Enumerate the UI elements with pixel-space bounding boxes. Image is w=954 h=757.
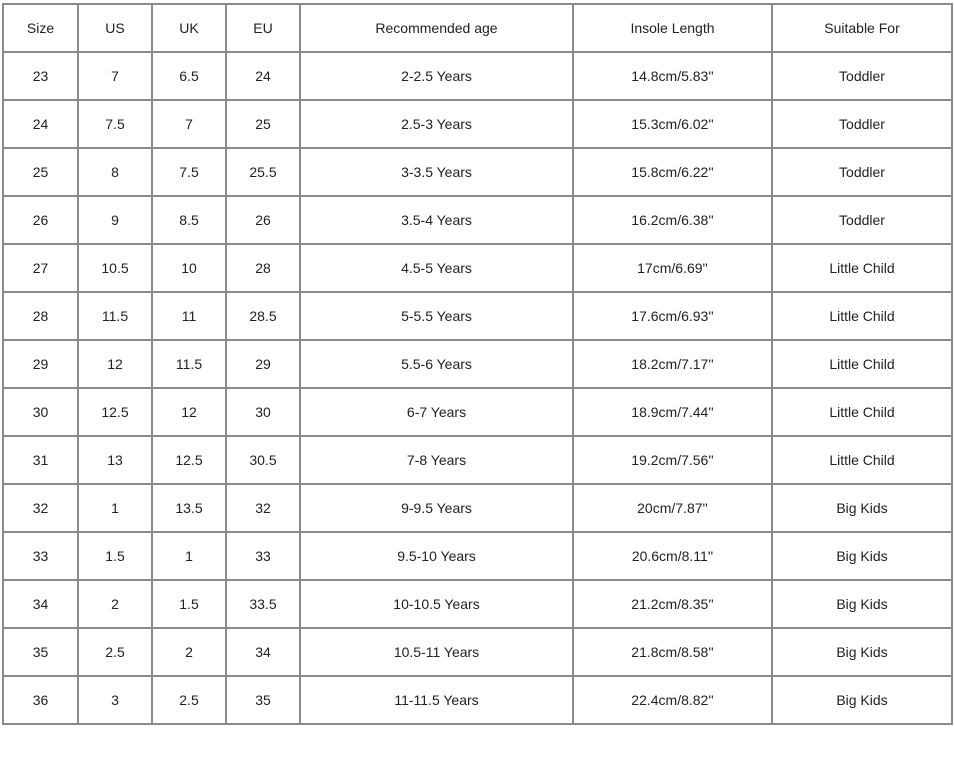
cell-insole-length: 20.6cm/8.11'' [573, 532, 772, 580]
table-row [3, 196, 952, 244]
size-chart-table [2, 3, 953, 725]
cell-uk: 2 [152, 628, 226, 676]
cell-us: 12.5 [78, 388, 152, 436]
cell-insole-length: 15.3cm/6.02'' [573, 100, 772, 148]
cell-eu: 33.5 [226, 580, 300, 628]
table-row [3, 580, 952, 628]
header-row [3, 4, 952, 52]
cell-suitable-for: Little Child [772, 436, 952, 484]
header-size: Size [3, 4, 78, 52]
cell-insole-length: 19.2cm/7.56'' [573, 436, 772, 484]
cell-size: 34 [3, 580, 78, 628]
table-row [3, 292, 952, 340]
table-row [3, 340, 952, 388]
cell-size: 30 [3, 388, 78, 436]
cell-recommended-age: 10-10.5 Years [300, 580, 573, 628]
header-insole-length: Insole Length [573, 4, 772, 52]
cell-us: 11.5 [78, 292, 152, 340]
cell-uk: 1 [152, 532, 226, 580]
cell-recommended-age: 3.5-4 Years [300, 196, 573, 244]
cell-insole-length: 16.2cm/6.38'' [573, 196, 772, 244]
cell-us: 12 [78, 340, 152, 388]
cell-recommended-age: 7-8 Years [300, 436, 573, 484]
cell-recommended-age: 3-3.5 Years [300, 148, 573, 196]
cell-size: 27 [3, 244, 78, 292]
cell-uk: 6.5 [152, 52, 226, 100]
cell-uk: 12 [152, 388, 226, 436]
cell-eu: 28.5 [226, 292, 300, 340]
cell-uk: 10 [152, 244, 226, 292]
cell-suitable-for: Big Kids [772, 484, 952, 532]
table-row [3, 676, 952, 724]
cell-size: 23 [3, 52, 78, 100]
header-suitable-for: Suitable For [772, 4, 952, 52]
cell-eu: 24 [226, 52, 300, 100]
cell-insole-length: 20cm/7.87'' [573, 484, 772, 532]
cell-uk: 2.5 [152, 676, 226, 724]
table-row [3, 388, 952, 436]
cell-recommended-age: 6-7 Years [300, 388, 573, 436]
cell-insole-length: 14.8cm/5.83'' [573, 52, 772, 100]
cell-recommended-age: 4.5-5 Years [300, 244, 573, 292]
cell-recommended-age: 9.5-10 Years [300, 532, 573, 580]
cell-uk: 7 [152, 100, 226, 148]
cell-suitable-for: Toddler [772, 52, 952, 100]
cell-us: 13 [78, 436, 152, 484]
cell-eu: 25.5 [226, 148, 300, 196]
cell-insole-length: 15.8cm/6.22'' [573, 148, 772, 196]
cell-insole-length: 17cm/6.69'' [573, 244, 772, 292]
cell-uk: 11 [152, 292, 226, 340]
cell-recommended-age: 2.5-3 Years [300, 100, 573, 148]
cell-eu: 30.5 [226, 436, 300, 484]
cell-size: 32 [3, 484, 78, 532]
header-uk: UK [152, 4, 226, 52]
cell-suitable-for: Little Child [772, 244, 952, 292]
cell-insole-length: 18.2cm/7.17'' [573, 340, 772, 388]
cell-size: 29 [3, 340, 78, 388]
cell-uk: 1.5 [152, 580, 226, 628]
cell-us: 9 [78, 196, 152, 244]
table-row [3, 484, 952, 532]
cell-insole-length: 17.6cm/6.93'' [573, 292, 772, 340]
cell-uk: 11.5 [152, 340, 226, 388]
cell-size: 25 [3, 148, 78, 196]
header-recommended-age: Recommended age [300, 4, 573, 52]
cell-size: 35 [3, 628, 78, 676]
cell-suitable-for: Little Child [772, 340, 952, 388]
cell-us: 2 [78, 580, 152, 628]
cell-eu: 33 [226, 532, 300, 580]
cell-suitable-for: Toddler [772, 196, 952, 244]
cell-uk: 8.5 [152, 196, 226, 244]
cell-insole-length: 18.9cm/7.44'' [573, 388, 772, 436]
cell-recommended-age: 10.5-11 Years [300, 628, 573, 676]
cell-uk: 13.5 [152, 484, 226, 532]
header-us: US [78, 4, 152, 52]
cell-suitable-for: Toddler [772, 148, 952, 196]
cell-recommended-age: 5-5.5 Years [300, 292, 573, 340]
header-eu: EU [226, 4, 300, 52]
cell-suitable-for: Little Child [772, 292, 952, 340]
cell-us: 3 [78, 676, 152, 724]
cell-us: 1 [78, 484, 152, 532]
cell-suitable-for: Big Kids [772, 676, 952, 724]
cell-uk: 7.5 [152, 148, 226, 196]
cell-eu: 29 [226, 340, 300, 388]
cell-us: 7 [78, 52, 152, 100]
size-chart-container [2, 3, 953, 725]
cell-size: 24 [3, 100, 78, 148]
cell-size: 33 [3, 532, 78, 580]
cell-eu: 32 [226, 484, 300, 532]
cell-recommended-age: 11-11.5 Years [300, 676, 573, 724]
cell-recommended-age: 5.5-6 Years [300, 340, 573, 388]
table-row [3, 532, 952, 580]
cell-size: 26 [3, 196, 78, 244]
table-row [3, 52, 952, 100]
cell-suitable-for: Toddler [772, 100, 952, 148]
cell-eu: 26 [226, 196, 300, 244]
cell-eu: 28 [226, 244, 300, 292]
cell-insole-length: 21.8cm/8.58'' [573, 628, 772, 676]
table-row [3, 244, 952, 292]
cell-uk: 12.5 [152, 436, 226, 484]
cell-recommended-age: 9-9.5 Years [300, 484, 573, 532]
cell-us: 2.5 [78, 628, 152, 676]
cell-us: 7.5 [78, 100, 152, 148]
table-row [3, 148, 952, 196]
cell-insole-length: 21.2cm/8.35'' [573, 580, 772, 628]
cell-size: 31 [3, 436, 78, 484]
cell-us: 1.5 [78, 532, 152, 580]
cell-eu: 30 [226, 388, 300, 436]
cell-suitable-for: Big Kids [772, 532, 952, 580]
table-row [3, 436, 952, 484]
cell-eu: 25 [226, 100, 300, 148]
cell-size: 28 [3, 292, 78, 340]
cell-recommended-age: 2-2.5 Years [300, 52, 573, 100]
cell-suitable-for: Big Kids [772, 580, 952, 628]
cell-suitable-for: Big Kids [772, 628, 952, 676]
cell-insole-length: 22.4cm/8.82'' [573, 676, 772, 724]
cell-eu: 34 [226, 628, 300, 676]
cell-us: 8 [78, 148, 152, 196]
cell-suitable-for: Little Child [772, 388, 952, 436]
table-row [3, 100, 952, 148]
cell-size: 36 [3, 676, 78, 724]
table-row [3, 628, 952, 676]
cell-us: 10.5 [78, 244, 152, 292]
cell-eu: 35 [226, 676, 300, 724]
